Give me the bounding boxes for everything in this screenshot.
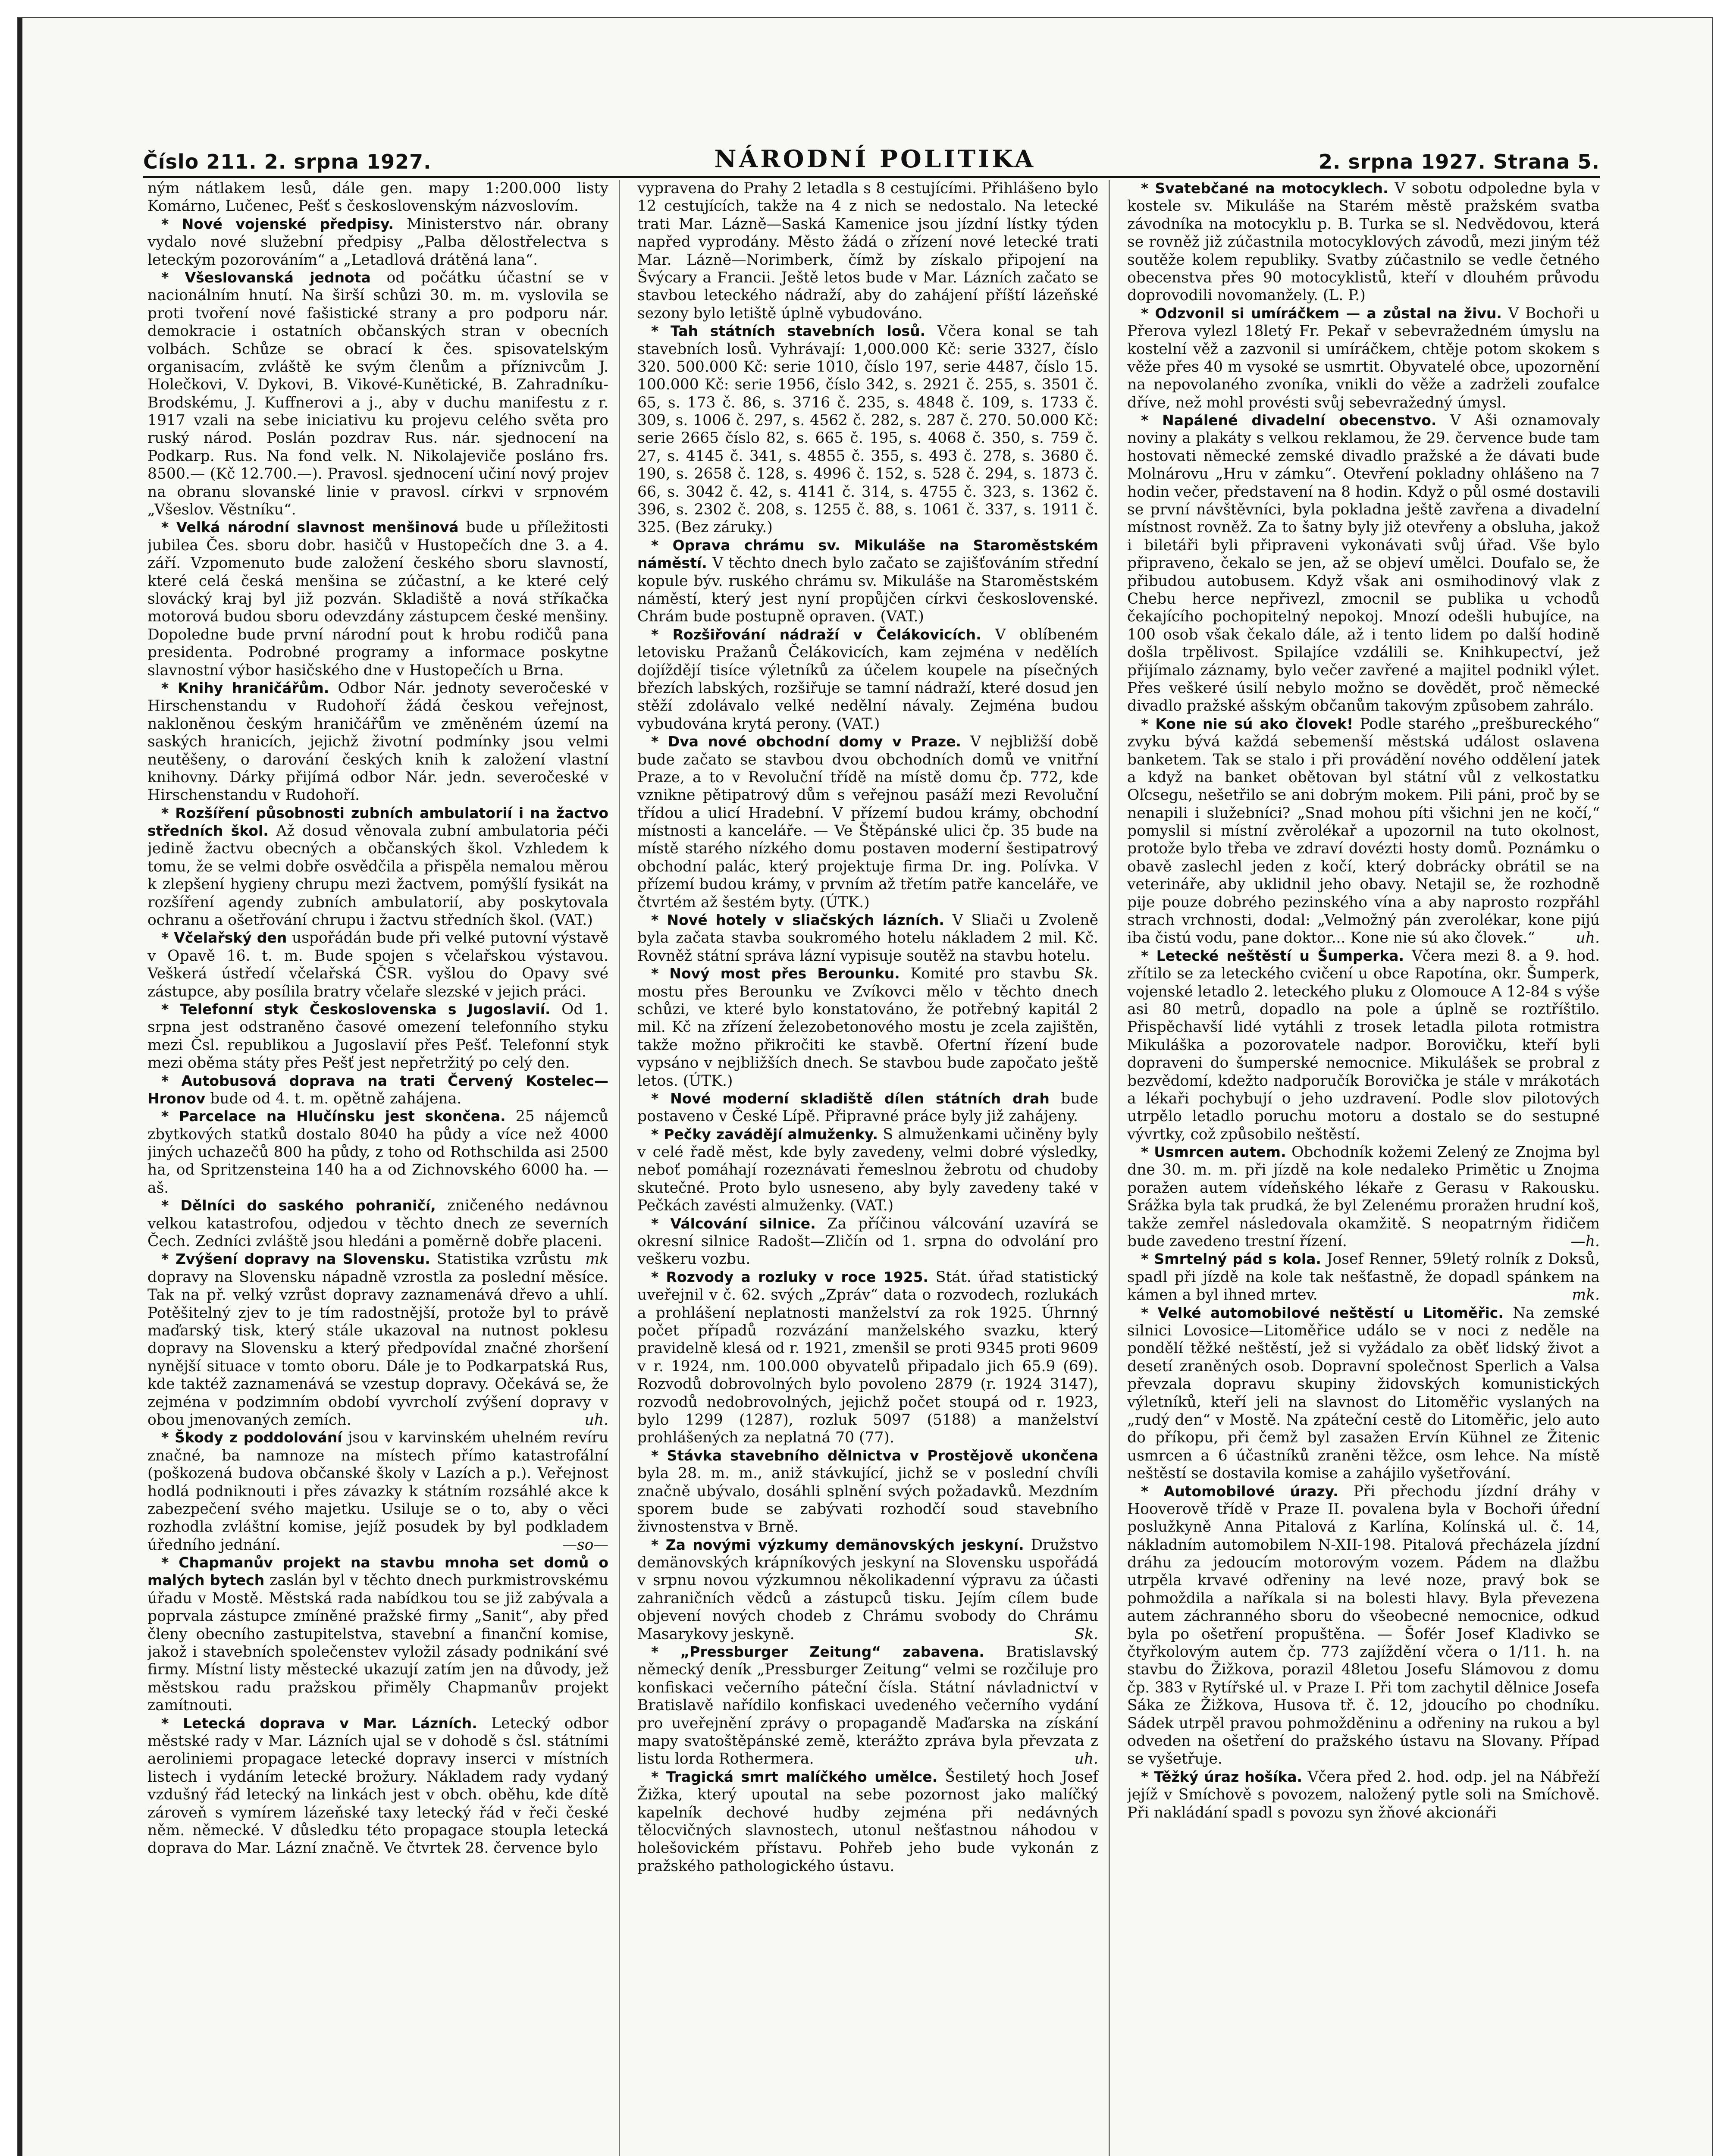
news-paragraph [637,965,1098,1090]
news-headline: * „Pressburger Zeitung“ zabavena. [651,1643,984,1661]
news-headline: * Včelařský den [161,929,287,946]
news-headline: * Napálené divadelní obecenstvo. [1141,412,1437,429]
news-body: Podle starého „prešbureckého“ zvyku bývá každá sebemenší městská událost oslavena banketem. Tak se stalo i při provádění nového oddělení jatek a když na banket obětovan byl státní vůl z velkostatku Oľcsegu, nešetřilo se ani dobrým mokem. Pili páni, proč by se nenapili i služebníci? „Snad mohou píti všichni jen ne kočí,“ pomyslil si místní zvěrolékař a upozornil na tuto okolnost, protože bylo třeba ve zdraví dovézti hosty domů. Poznámku o obavě zaslechl jeden z kočí, který dobrácky obrátil se na veterináře, aby uklidnil jeho obavy. Netajil se, že rozhodně pije pouze dobrého pezinského vína a aby naprosto rozpřáhl strach vrchnosti, dodal: „Velmožný pán zverolékar, kone pijú iba čistú vodu, pane doktor... Kone nie sú ako človek.“ [1127,715,1600,947]
news-item [147,929,608,1001]
news-item [637,626,1098,733]
news-paragraph [637,537,1098,626]
news-item [637,1643,1098,1768]
news-body: Včera před 2. hod. odp. jel na Nábřeží jejíž v Smíchově s povozem, naložený pytle soli na Smíchově. Při nakládání spadl s povozu syn žňové akcionáři [1127,1768,1600,1821]
news-item [147,1072,608,1108]
news-paragraph [1127,305,1600,412]
news-paragraph [637,1090,1098,1126]
news-headline: * Nové hotely v sliačských lázních. [651,912,944,929]
news-item [637,1536,1098,1643]
news-body: V oblíbeném letovisku Pražanů Čelákovicích, kam zejména v nedělích dojíždějí tisíce výletníků za účelem koupele na písečných březích labských, rozšiřuje se tamní nádraží, které dosud jen stěží zdolávalo velké nedělní návaly. Zejména budou vybudována krytá perony. (VAT.) [637,626,1098,733]
news-headline: * Nové moderní skladiště dílen státních drah [651,1090,1050,1107]
column-2 [637,180,1110,2156]
news-body: Včera mezi 8. a 9. hod. zřítilo se za leteckého cvičení u obce Rapotína, okr. Šumperk, vojenské letadlo 2. leteckého pluku z Olomouce A 12-84 s výše asi 80 metrů, dopadlo na pole a úplně se roztříštilo. Přispěchavší lidé vytáhli z trosek letadla pilota rotmistra Mikuláška a pozorovatele nadpor. Borovičku, kteří byli dopraveni do šumperské nemocnice. Mikulášek se probral z bezvědomí, kdežto nadporučík Borovička je stále v mrákotách a lékaři pochybují o jeho uzdravení. Podle slov pilotových utrpělo letadlo poruchu motoru a dostalo se do sestupné vývrtky, což způsobilo neštěstí. [1127,947,1600,1143]
news-paragraph [147,1108,608,1197]
news-item [637,1090,1098,1126]
news-paragraph [1127,1250,1600,1304]
news-headline: * Svatebčané na motocyklech. [1141,180,1388,197]
news-body: zničeného nedávnou velkou katastrofou, odjedou v těchto dnech ze severních Čech. Zedníci zvláště jsou hledáni a poměrně dobře placeni. [147,1197,608,1250]
news-headline: * Nový most přes Berounku. [651,965,900,982]
news-paragraph [147,269,608,519]
news-headline: * Všeslovanská jednota [161,269,371,286]
news-paragraph [637,1215,1098,1269]
page-header [143,126,1600,178]
news-headline: * Pečky zavádějí almuženky. [651,1125,878,1143]
news-item [147,1715,608,1858]
news-headline: * Knihy hraničářům. [161,679,329,696]
news-body: Šestiletý hoch Josef Žižka, který upoutal na sebe pozornost jako malíčký kapelník dechové hudby zejména při nedávných tělocvičných slavnostech, utonul nešťastnou náhodou v holešovickém přístavu. Pohřeb jeho bude vykonán z pražského pathologického ústavu. [637,1768,1098,1875]
news-item [637,180,1098,323]
news-headline: * Válcování silnice. [651,1215,816,1232]
article-columns [147,180,1600,2156]
news-body: V nejbližší době bude začato se stavbou dvou obchodních domů ve vnitřní Praze, a to v Revoluční třídě na místě domu čp. 772, kde vznikne pětipatrový dům s veřejnou pasáží mezi Revoluční třídou a ulicí Hradební. V přízemí budou krámy, obchodní místnosti a kanceláře. — Ve Štěpánské ulici čp. 35 bude na místě starého nízkého domu postaven moderní šestipatrový obchodní palác, který projektuje firma Dr. ing. Polívka. V přízemí budou krámy, v prvním až třetím patře kanceláře, ve čtvrtém až šestém byty. (ÚTK.) [637,733,1099,911]
news-headline: * Oprava chrámu sv. Mikuláše na Staroměstském náměstí. [637,536,1098,572]
news-signature: mk. [1572,1286,1600,1304]
news-item [147,1554,608,1715]
news-item [637,1215,1098,1269]
news-body: zaslán byl v těchto dnech purkmistrovskému úřadu v Mostě. Městská rada nabídkou tou se již zabývala a poprvala zástupce zmíněné pražské firmy „Sanit“, aby před členy obecního zastupitelstva, stavební a finanční komise, jakož i stavebních společenstev vyložil zásady podnikání své firmy. Místní listy městecké ukazují zatím jen na důvody, jež městskou radu pražskou přiměly Chapmanův projekt zamítnouti. [147,1572,608,1714]
news-body: Při přechodu jízdní dráhy v Hooverově třídě v Praze II. povalena byla v Bochoři úřední poslužkyně Anna Pitalová z Karlína, Kolínská ul. č. 14, nákladním automobilem N-XII-198. Pitalová přecházela jízdní dráhu za jedoucím motorovým vozem. Pádem na dlažbu utrpěla krvavé odřeniny na levé noze, pravý bok se pohmoždila a naříkala si na bolesti hlavy. Byla převezena autem záchranného sboru do všeobecné nemocnice, odkud byla po ošetření propuštěna. — Šofér Josef Kladivko se čtyřkolovým autem čp. 773 zajíždění včera o 1/11. h. na stavbu do Žižkova, porazil 48letou Josefu Slámovou z domu čp. 383 v Rytířské ul. v Praze I. Při tom zachytil dělnice Josefa Sáka ze Žižkova, Husova tř. č. 12, jdoucího po chodníku. Sádek utrpěl pravou pohmožděninu a odřeniny na rukou a byl odveden na ošetření do pražského ústavu na Slovany. Případ se vyšetřuje. [1127,1482,1600,1768]
news-body: bude postaveno v České Lípě. Připravné práce byly již zahájeny. [637,1090,1098,1125]
news-paragraph [147,805,608,930]
news-body: V sobotu odpoledne byla v kostele sv. Mikuláše na Starém městě pražském svatba závodníka na motocyklu p. B. Turka se sl. Nedvědovou, která se rovněž již zúčastnila motocyklových závodů, mezi jiným též soutěže kolem republiky. Svatby zúčastnilo se vedle četného obecenstva přes 90 motocyklistů, kteří v dlouhém průvodu doprovodili novomanžely. (L. P.) [1127,180,1600,304]
news-paragraph [637,1768,1098,1875]
news-body: Na zemské silnici Lovosice—Litoměřice událo se v noci z neděle na pondělí těžké neštěstí, jež si vyžádalo za oběť lidský život a desetí zraněných osob. Dopravní společnost Sperlich a Valsa převzala dopravu skupiny židovských komunistických výletníků, kteří jeli na slavnost do Litoměřic vyslaných na „rudý den“ v Mostě. Na zpáteční cestě do Litoměřic, jelo auto do příkopu, při čemž byl zasažen Ervín Kühnel ze Žitenic usmrcen a 6 účastníků zraněni těžce, osm lehce. Na místě neštěstí se dostavila komise a zahájilo vyšetřování. [1127,1304,1600,1482]
scan-edge [18,18,22,2156]
news-headline: * Smrtelný pád s kola. [1141,1250,1321,1268]
news-signature: mk [585,1250,608,1268]
header-page-number: 2. srpna 1927. Strana 5. [1319,150,1600,173]
news-body: ným nátlakem lesů, dále gen. mapy 1:200.000 listy Komárno, Lučenec, Pešť s československým názvoslovím. [147,180,608,215]
news-paragraph [637,1643,1098,1768]
news-paragraph [147,1072,608,1108]
news-paragraph [147,680,608,805]
news-paragraph [1127,1768,1600,1822]
news-paragraph [147,1715,608,1858]
news-headline: * Dva nové obchodní domy v Praze. [651,733,962,750]
news-headline: * Za novými výzkumy demänovských jeskyní. [651,1536,1024,1553]
news-headline: * Zvýšení dopravy na Slovensku. [161,1250,430,1268]
news-signature: —so— [562,1536,608,1554]
news-item [1127,1304,1600,1483]
news-body: byla 28. m. m., aniž stávkující, jichž se v poslední chvíli značně ubývalo, dosáhli splnění svých požadavků. Mezdním sporem bude se zabývati rozhodčí soud stavebního živnostenstva v Brně. [637,1465,1098,1536]
column-3 [1127,180,1600,2156]
news-paragraph [1127,180,1600,305]
news-item [147,1001,608,1072]
news-item [637,537,1098,626]
news-item [147,1429,608,1554]
news-paragraph [637,626,1098,733]
news-item [1127,305,1600,412]
news-body: Bratislavský německý deník „Pressburger Zeitung“ velmi se rozčiluje pro konfiskaci večerního páteční čísla. Státní návladnictví v Bratislavě nařídilo konfiskaci uvedeného večerního vydání pro uveřejnění zprávy o propagandě Maďarska na získání mapy svatoštěpánské země, kterážto zpráva byla převzata z listu lorda Rothermera. [637,1643,1098,1768]
news-headline: * Těžký úraz hošíka. [1141,1768,1303,1785]
news-item [637,1447,1098,1536]
news-paragraph [1127,1304,1600,1483]
news-body: Za příčinou válcování uzavírá se okresní silnice Radošt—Zličín od 1. srpna do odvolání pro veškeru vozbu. [637,1215,1098,1268]
news-headline: * Rozšiřování nádraží v Čelákovicích. [651,626,981,643]
news-item [147,1108,608,1197]
news-item [1127,1483,1600,1768]
news-headline: * Stávka stavebního dělnictva v Prostějově ukončena [651,1447,1098,1464]
news-item [1127,1144,1600,1250]
news-body: V Bochoři u Přerova vylezl 18letý Fr. Pekař v sebevražedném úmyslu na kostelní věž a zazvonil si umíráčkem, chtěje potom skokem s věže přes 40 m vysoké se usmrtit. Obyvatelé obce, upozornění na nepovolaného zvoníka, vnikli do věže a zadrželi zoufalce dříve, než mohl provésti svůj sebevražedný úmysl. [1127,304,1600,411]
news-body: Statistika vzrůstu dopravy na Slovensku nápadně vzrostla za poslední měsíce. Tak na př. velký vzrůst dopravy zaznamenává dřevo a uhlí. Potěšitelný zjev to je tím radostnější, protože byl to právě maďarský tisk, který stále ukazoval na nutnost poklesu dopravy na Slovensku a který předpovídal značné zhoršení nynější situace v tomto oboru. Dále je to Podkarpatská Rus, kde taktéž zaznamenává se vzestup dopravy. Očekává se, že zejména v podzimním období vyvrcholí zvýšení dopravy v obou jmenovaných zemích. [147,1250,608,1429]
news-body: vypravena do Prahy 2 letadla s 8 cestujícími. Přihlášeno bylo 12 cestujících, takže na 4 z nich se nedostalo. Na letecké trati Mar. Lázně—Saská Kamenice jsou jízdní lístky týden napřed vyprodány. Město žádá o zřízení nové letecké trati Mar. Lázně—Norimberk, čímž by získalo připojení na Švýcary a Francii. Ještě letos bude v Mar. Lázních začato se stavbou leteckého nádraží, aby do zahájení příští lázeňské sezony bylo letiště úplně vybudováno. [637,180,1098,322]
news-paragraph [637,1126,1098,1215]
news-item [147,269,608,519]
news-item [1127,715,1600,947]
news-paragraph [637,733,1098,912]
news-item [147,519,608,680]
news-body: jsou v karvinském uhelném revíru značné, ba namnoze na místech přímo katastrofální (poškozená budova občanské školy v Lazích a p.). Veřejnost hodlá podniknouti i přes závazky k státním rozsáhlé akce k zabezpečení svého majetku. Usiluje se o to, aby o věci rozhodla zvláštní komise, jejíž posudek by byl podkladem úředního jednání. [147,1429,608,1554]
news-body: V Sliači u Zvoleně byla začata stavba soukromého hotelu nákladem 2 mil. Kč. Rovněž státní správa lázní vypisuje soutěž na stavbu hotelu. [637,912,1099,965]
news-paragraph [147,180,608,216]
news-paragraph [147,1554,608,1715]
news-paragraph [1127,715,1600,947]
news-headline: * Velké automobilové neštěstí u Litoměřic. [1141,1304,1504,1321]
news-paragraph [147,1250,608,1429]
masthead-title: NÁRODNÍ POLITIKA [714,145,1036,173]
news-paragraph [1127,1144,1600,1250]
news-paragraph [147,1429,608,1554]
news-item [637,1768,1098,1875]
news-headline: * Parcelace na Hlučínsku jest skončena. [161,1108,506,1125]
news-headline: * Telefonní styk Československa s Jugoslavií. [161,1000,551,1018]
news-body: Josef Renner, 59letý rolník z Doksů, spadl při jízdě na kole tak nešťastně, že dopadl spánkem na kámen a byl ihned mrtev. [1127,1250,1600,1304]
news-body: Až dosud věnovala zubní ambulatoria péči jedině žactvu obecných a občanských škol. Vzhledem k tomu, že se velmi dobře osvědčila a přispěla nemalou měrou k zlepšení hygieny chrupu mezi žactvem, pomýšlí fysikát na rozšíření agendy zubních ambulatorií, aby poskytovala ochranu a ošetřování chrupu i žactvu středních škol. (VAT.) [147,822,609,929]
news-headline: * Rozšíření působnosti zubních ambulatorií i na žactvo středních škol. [147,804,608,840]
news-paragraph [147,1001,608,1072]
news-body: Od 1. srpna jest odstraněno časové omezení telefonního styku mezi Čsl. republikou a Jugoslavií přes Pešť. Telefonní styk mezi oběma státy přes Pešť jest nepřetržitý po celý den. [147,1000,608,1072]
news-body: Ministerstvo nár. obrany vydalo nové služební předpisy „Palba dělostřelectva s leteckým pozorováním“ a „Letadlová drátěná lana“. [147,215,608,269]
news-paragraph [637,323,1098,537]
news-signature: —h. [1570,1233,1600,1250]
news-item [147,805,608,930]
news-paragraph [147,216,608,269]
news-body: Včera konal se tah stavebních losů. Vyhrávají: 1,000.000 Kč: serie 3327, číslo 320. 500.000 Kč: serie 1010, číslo 197, serie 4487, číslo 15. 100.000 Kč: serie 1956, číslo 342, s. 2921 č. 255, s. 3501 č. 65, s. 173 č. 86, s. 3716 č. 235, s. 4848 č. 109, s. 1733 č. 309, s. 1006 č. 297, s. 4562 č. 282, s. 287 č. 270. 50.000 Kč: serie 2665 číslo 82, s. 665 č. 195, s. 4068 č. 350, s. 759 č. 27, s. 4145 č. 341, s. 4855 č. 355, s. 493 č. 278, s. 3680 č. 190, s. 2658 č. 128, s. 4996 č. 152, s. 528 č. 294, s. 1873 č. 66, s. 3042 č. 42, s. 4141 č. 314, s. 4755 č. 323, s. 1362 č. 396, s. 2302 č. 208, s. 1255 č. 88, s. 1061 č. 337, s. 1911 č. 325. (Bez záruky.) [637,323,1098,536]
news-headline: * Usmrcen autem. [1141,1144,1286,1161]
news-signature: Sk. [1074,965,1098,983]
news-headline: * Kone nie sú ako človek! [1141,715,1354,732]
news-headline: * Velká národní slavnost menšinová [161,519,459,536]
news-paragraph [637,1269,1098,1447]
news-item [147,180,608,216]
news-signature: uh. [584,1411,608,1429]
news-paragraph [147,519,608,680]
news-paragraph [637,1447,1098,1536]
news-item [1127,180,1600,305]
news-headline: * Dělníci do saského pohraničí, [161,1197,436,1214]
news-body: V Aši oznamovaly noviny a plakáty s velkou reklamou, že 29. července bude tam hostovati německé zemské divadlo pražské a že dávati bude Molnárovu „Hru v zámku“. Otevření pokladny ohlášeno na 7 hodin večer, představení na 8 hodin. Když o půl osmé dostavili se první návštěvníci, byla pokladna ještě zavřena a divadelní místnost rovněž. Za to šatny byly již otevřeny a obsluha, jakož i biletáři byli připraveni vykonávati svůj úřad. Vše bylo připraveno, čekalo se jen, až se objeví umělci. Doufalo se, že přibudou autobusem. Když však ani osmihodinový vlak z Chebu herce nepřivezl, zmocnil se publika u vchodů čekajícího pochopitelný nepokoj. Mnozí odešli hubujíce, na 100 osob však čekalo dále, až i tento lidem po další hodině došla trpělivost. Spilajíce vzdálili se. Knihkupectví, jež přijímalo záznamy, bylo večer zavřené a majitel podnikl výlet. Přes veškeré úsilí nebylo možno se dovědět, proč německé divadlo pražské ašským občanům takovým způsobem zahrálo. [1127,412,1600,715]
news-headline: * Chapmanův projekt na stavbu mnoha set domů o malých bytech [147,1554,608,1589]
news-item [637,1126,1098,1215]
news-headline: * Nové vojenské předpisy. [161,215,394,232]
news-body: bude u příležitosti jubilea Čes. sboru dobr. hasičů v Hustopečích dne 3. a 4. září. Vzpomenuto bude založení českého sboru slavností, které celá česká menšina se zúčastní, a ke které celý slovácký kraj byl již pozván. Skladiště a nová stříkačka motorová budou sboru odevzdány zástupcem české menšiny. Dopoledne bude první národní pout k hrobu rodičů pana presidenta. Podrobné programy a informace poskytne slavnostní výbor hasičského dne v Hustopečích u Brna. [147,519,609,679]
news-body: 25 nájemců zbytkových statků dostalo 8040 ha půdy a více než 4000 jiných uchazečů 800 ha půdy, z toho od Rothschilda asi 2500 ha, od Spritzensteina 140 ha a od Zichnovského 6000 ha. —aš. [147,1108,609,1197]
news-headline: * Letecká doprava v Mar. Lázních. [161,1714,477,1732]
news-body: uspořádán bude při velké putovní výstavě v Opavě 16. t. m. Bude spojen s včelařskou výstavou. Veškerá ústředí včelařská ČSR. vyšlou do Opavy své zástupce, aby posílila bratry včelaře slezské v jejich práci. [147,929,609,1000]
news-item [147,216,608,269]
news-headline: * Tah státních stavebních losů. [651,323,926,340]
news-body: Stát. úřad statistický uveřejnil v č. 62. svých „Zpráv“ data o rozvodech, rozlukách a prohlášení neplatnosti manželství za rok 1925. Úhrnný počet případů rozvázání manželského svazku, který pravidelně klesá od r. 1921, zmenšil se proti 9345 proti 9609 v r. 1924, nm. 100.000 obyvatelů připadalo jich 65.9 (69). Rozvodů dobrovolných bylo povoleno 2879 (r. 1924 3147), rozvodů nedobrovolných, jejichž počet stoupá od r. 1923, bylo 1299 (1287), rozluk 5097 (5188) a manželství prohlášených za neplatná 70 (77). [637,1268,1098,1447]
news-item [1127,412,1600,715]
news-body: Komité pro stavbu mostu přes Berounku ve Zvíkovci mělo v těchto dnech schůzi, ve které bylo konstatováno, že potřebný kapitál 2 mil. Kč na zřízení železobetonového mostu je zcela zajištěn, takže možno přikročiti ke stavbě. Ofertní řízení bude vypsáno v nejbližších dnech. Se stavbou bude započato ještě letos. (ÚTK.) [637,965,1098,1090]
news-signature: Sk. [1074,1625,1098,1643]
news-item [637,733,1098,912]
news-headline: * Automobilové úrazy. [1141,1482,1338,1500]
news-headline: * Autobusová doprava na trati Červený Kostelec—Hronov [147,1072,608,1107]
news-body: od počátku účastní se v nacionálním hnutí. Na širší schůzi 30. m. m. vyslovila se proti tvoření nové fašistické strany a pro podporu nár. demokracie i ostatních občanských stran v obecních volbách. Schůze se obrací k čes. spisovatelským organisacím, zvláště ke svým členům a příznivcům J. Holečkovi, V. Dykovi, B. Vikové-Kunětické, B. Zahradníku-Brodskému, J. Kuffnerovi a j., aby v duchu manifestu z r. 1917 vzali na sebe iniciativu ku projevu celého světa pro ruský národ. Poslán pozdrav Rus. nár. sjednocení na Podkarp. Rus. Na fond velk. N. Nikolajeviče posláno frs. 8500.— (Kč 12.700.—). Pravosl. sjednocení učiní nový projev na obranu slovanské linie v pravosl. církvi v srpnovém „Všeslov. Věstníku“. [147,269,609,519]
news-headline: * Tragická smrt malíčkého umělce. [651,1768,938,1785]
news-body: bude od 4. t. m. opětně zahájena. [210,1090,462,1107]
news-paragraph [1127,947,1600,1144]
news-item [637,323,1098,537]
news-body: Odbor Nár. jednoty severočeské v Hirschenstandu v Rudohoří žádá českou veřejnost, nakloněnou českým hraničářům ve změněném území na saských hranicích, jejichž životní podmínky jsou velmi neutěšeny, o darování českých knih k založení vlastní knihovny. Dárky přijímá odbor Nár. jedn. severočeské v Hirschenstandu v Rudohoří. [147,679,608,804]
news-paragraph [1127,1483,1600,1768]
news-item [1127,947,1600,1144]
news-body: V těchto dnech bylo začato se zajišťováním střední kopule býv. ruského chrámu sv. Mikuláše na Staroměstském náměstí, který jest nyní propůjčen církvi československé. Chrám bude postupně opraven. (VAT.) [637,555,1098,626]
news-item [147,1250,608,1429]
news-item [1127,1250,1600,1304]
news-paragraph [637,180,1098,323]
news-body: S almuženkami učiněny byly v celé řadě měst, kde byly zavedeny, velmi dobré výsledky, neboť pomáhají rozeznávati řemeslnou žebrotu od chudoby skutečné. Proto bylo usneseno, aby byly zavedeny také v Pečkách zavésti almuženky. (VAT.) [637,1125,1099,1215]
news-body: Družstvo demänovských krápníkových jeskyní na Slovensku uspořádá v srpnu novou výzkumnou několikadenní výpravu za účasti zahraničních vědců a zástupců tisku. Jejím cílem bude objevení nových chodeb z Chrámu svobody do Chrámu Masarykovy jeskyně. [637,1536,1098,1643]
news-headline: * Letecké neštěstí u Šumperka. [1141,947,1404,964]
news-paragraph [637,1536,1098,1643]
news-headline: * Odzvonil si umíráčkem — a zůstal na živu. [1141,304,1502,322]
news-body: Letecký odbor městské rady v Mar. Lázních ujal se v dohodě s čsl. státními aeroliniemi propagace letecké dopravy inserci v místních listech i vydáním letecké brožury. Nákladem rady vydaný vzdušný řád letecký na linkách jest v obch. oběhu, kde dítě zároveň s vymírem lázeňské taxy letecký řád v řeči české něm. německé. V důsledku této propagace stoupla letecká doprava do Mar. Lázní značně. Ve čtvrtek 28. července bylo [147,1714,608,1857]
news-item [1127,1768,1600,1822]
column-1 [147,180,620,2156]
news-item [637,1269,1098,1447]
news-paragraph [1127,412,1600,715]
news-item [147,680,608,805]
news-paragraph [147,929,608,1001]
newspaper-page [17,17,1713,2156]
news-signature: uh. [1074,1750,1098,1768]
header-issue-date: Číslo 211. 2. srpna 1927. [143,150,432,173]
news-signature: uh. [1576,929,1600,947]
news-body: Obchodník kožemi Zelený ze Znojma byl dne 30. m. m. při jízdě na kole nedaleko Primětic u Znojma poražen autem vídeňského lékaře z Gerasu v Rakousku. Srážka byla tak prudká, že byl Zelenému proražen hrudní koš, takže zemřel následovala okamžitě. S neopatrným řidičem bude zavedeno trestní řízení. [1127,1144,1600,1250]
news-headline: * Škody z poddolování [161,1429,342,1446]
news-headline: * Rozvody a rozluky v roce 1925. [651,1268,929,1285]
news-item [637,965,1098,1090]
